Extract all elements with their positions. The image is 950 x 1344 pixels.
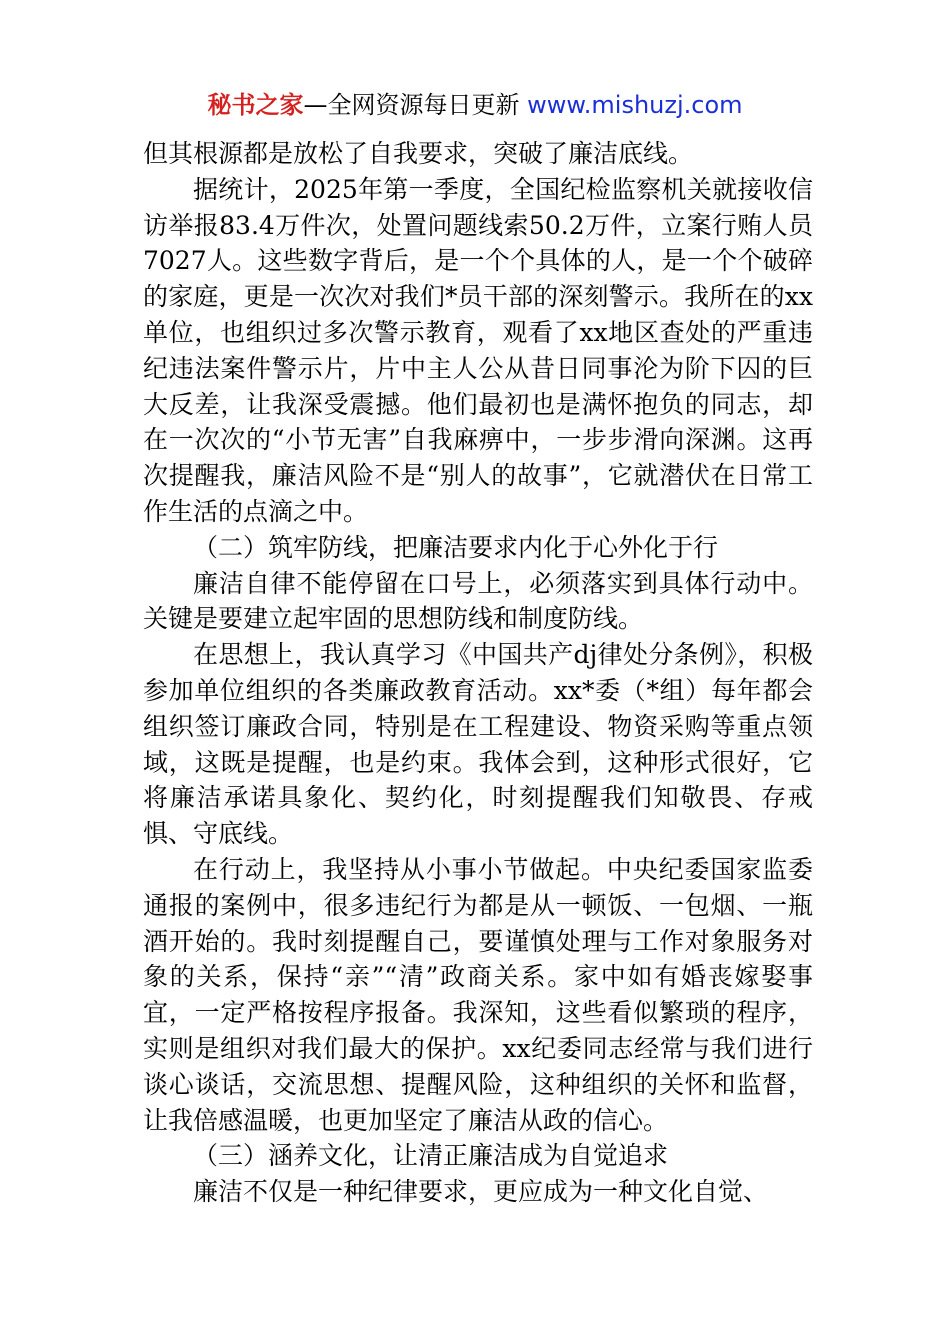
paragraph-self-discipline: 廉洁自律不能停留在口号上，必须落实到具体行动中。关键是要建立起牢固的思想防线和制度防线。 xyxy=(143,568,813,634)
section-heading-3: （三）涵养文化，让清正廉洁成为自觉追求 xyxy=(193,1141,669,1171)
site-brand: 秘书之家 xyxy=(207,91,304,119)
section-heading-2: （二）筑牢防线，把廉洁要求内化于心外化于行 xyxy=(193,532,719,562)
paragraph-statistics: 据统计，2025年第一季度，全国纪检监察机关就接收信访举报83.4万件次，处置问题线索50.2万件，立案行贿人员7027人。这些数字背后，是一个个具体的人，是一个个破碎的家庭，更是一次次对我们*员干部的深刻警示。我所在的xx单位，也组织过多次警示教育，观看了xx地区查处的严重违纪违法案件警示片，片中主人公从昔日同事沦为阶下囚的巨大反差，让我深受震撼。他们最初也是满怀抱负的同志，却在一次次的“小节无害”自我麻痹中，一步步滑向深渊。这再次提醒我，廉洁风险不是“别人的故事”，它就潜伏在日常工作生活的点滴之中。 xyxy=(143,174,813,526)
paragraph-continuation: 但其根源都是放松了自我要求，突破了廉洁底线。 xyxy=(143,139,694,168)
paragraph-culture: 廉洁不仅是一种纪律要求，更应成为一种文化自觉、 xyxy=(193,1177,769,1207)
site-tagline: —全网资源每日更新 xyxy=(303,91,520,119)
paragraph-thought: 在思想上，我认真学习《中国共产dj律处分条例》，积极参加单位组织的各类廉政教育活动。xx*委（*组）每年都会组织签订廉政合同，特别是在工程建设、物资采购等重点领域，这既是提醒，也是约束。我体会到，这种形式很好，它将廉洁承诺具象化、契约化，时刻提醒我们知敬畏、存戒惧、守底线。 xyxy=(143,640,813,849)
site-header xyxy=(0,88,950,122)
paragraph-action: 在行动上，我坚持从小事小节做起。中央纪委国家监委通报的案例中，很多违纪行为都是从一顿饭、一包烟、一瓶酒开始的。我时刻提醒自己，要谨慎处理与工作对象服务对象的关系，保持“亲”“清”政商关系。家中如有婚丧嫁娶事宜，一定严格按程序报备。我深知，这些看似繁琐的程序，实则是组织对我们最大的保护。xx纪委同志经常与我们进行谈心谈话，交流思想、提醒风险，这种组织的关怀和监督，让我倍感温暖，也更加坚定了廉洁从政的信心。 xyxy=(143,854,813,1135)
document-body xyxy=(143,136,813,1210)
site-url-link[interactable]: www.mishuzj.com xyxy=(527,91,743,119)
